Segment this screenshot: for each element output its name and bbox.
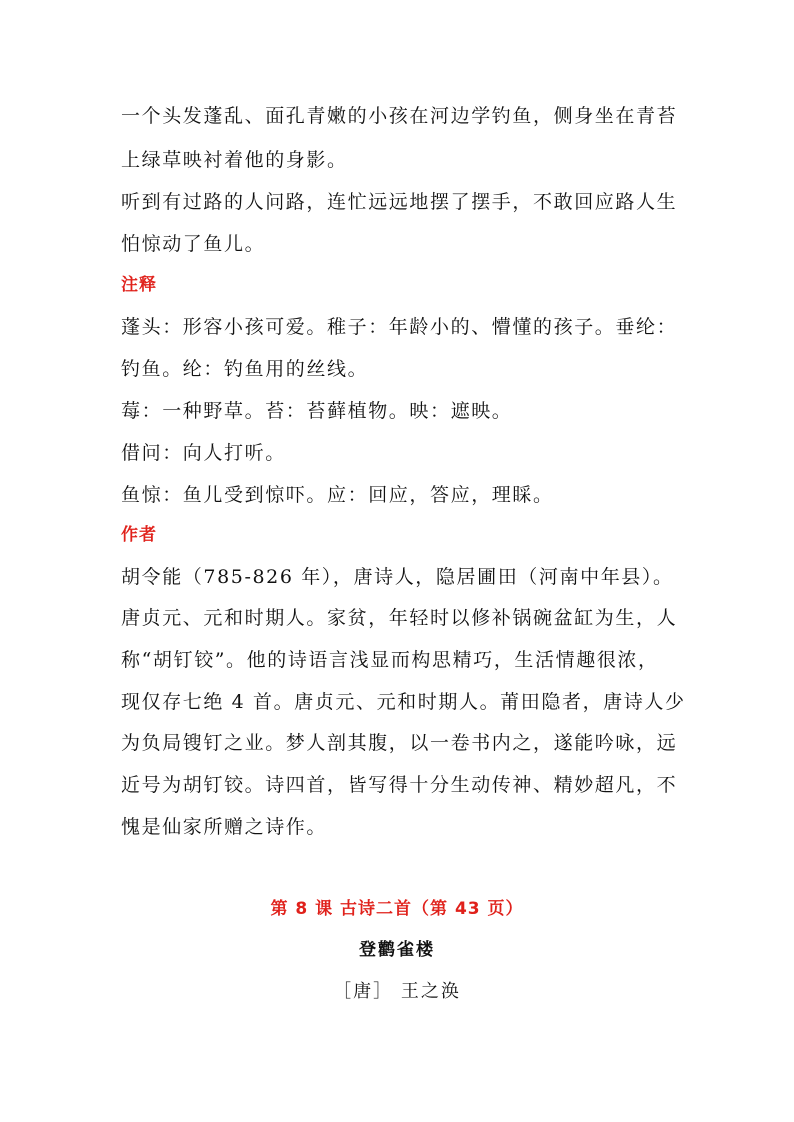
lesson-title: 第 8 课 古诗二首（第 43 页） — [270, 899, 524, 919]
note-line: 钓鱼。纶：钓鱼用的丝线。 — [121, 358, 369, 380]
note-line: 借问：向人打听。 — [121, 442, 286, 464]
note-line: 鱼惊：鱼儿受到惊吓。应：回应，答应，理睬。 — [121, 484, 554, 506]
author-line: 现仅存七绝 4 首。唐贞元、元和时期人。莆田隐者，唐诗人少 — [121, 691, 686, 713]
translation-line: 怕惊动了鱼儿。 — [121, 233, 266, 255]
poem-author: ［唐］ 王之涣 — [333, 981, 461, 1002]
author-line: 胡令能（785-826 年），唐诗人，隐居圃田（河南中年县）。 — [121, 566, 674, 588]
author-line: 唐贞元、元和时期人。家贫，年轻时以修补锅碗盆缸为生，人 — [121, 607, 678, 629]
translation-line: 听到有过路的人问路，连忙远远地摆了摆手，不敢回应路人生 — [121, 191, 678, 213]
translation-line: 上绿草映衬着他的身影。 — [121, 149, 348, 171]
poem-title: 登鹳雀楼 — [359, 940, 435, 960]
author-line: 为负局锼钉之业。梦人剖其腹，以一卷书内之，遂能吟咏，远 — [121, 732, 678, 754]
notes-heading: 注释 — [121, 275, 157, 295]
translation-line: 一个头发蓬乱、面孔青嫩的小孩在河边学钓鱼，侧身坐在青苔 — [121, 105, 678, 127]
author-line: 愧是仙家所赠之诗作。 — [121, 816, 328, 838]
note-line: 蓬头：形容小孩可爱。稚子：年龄小的、懵懂的孩子。垂纶： — [121, 316, 678, 338]
author-heading: 作者 — [121, 525, 157, 545]
author-line: 称“胡钉铰”。他的诗语言浅显而构思精巧，生活情趣很浓， — [121, 649, 659, 671]
author-line: 近号为胡钉铰。诗四首，皆写得十分生动传神、精妙超凡，不 — [121, 774, 678, 796]
note-line: 莓：一种野草。苔：苔藓植物。映：遮映。 — [121, 400, 513, 422]
